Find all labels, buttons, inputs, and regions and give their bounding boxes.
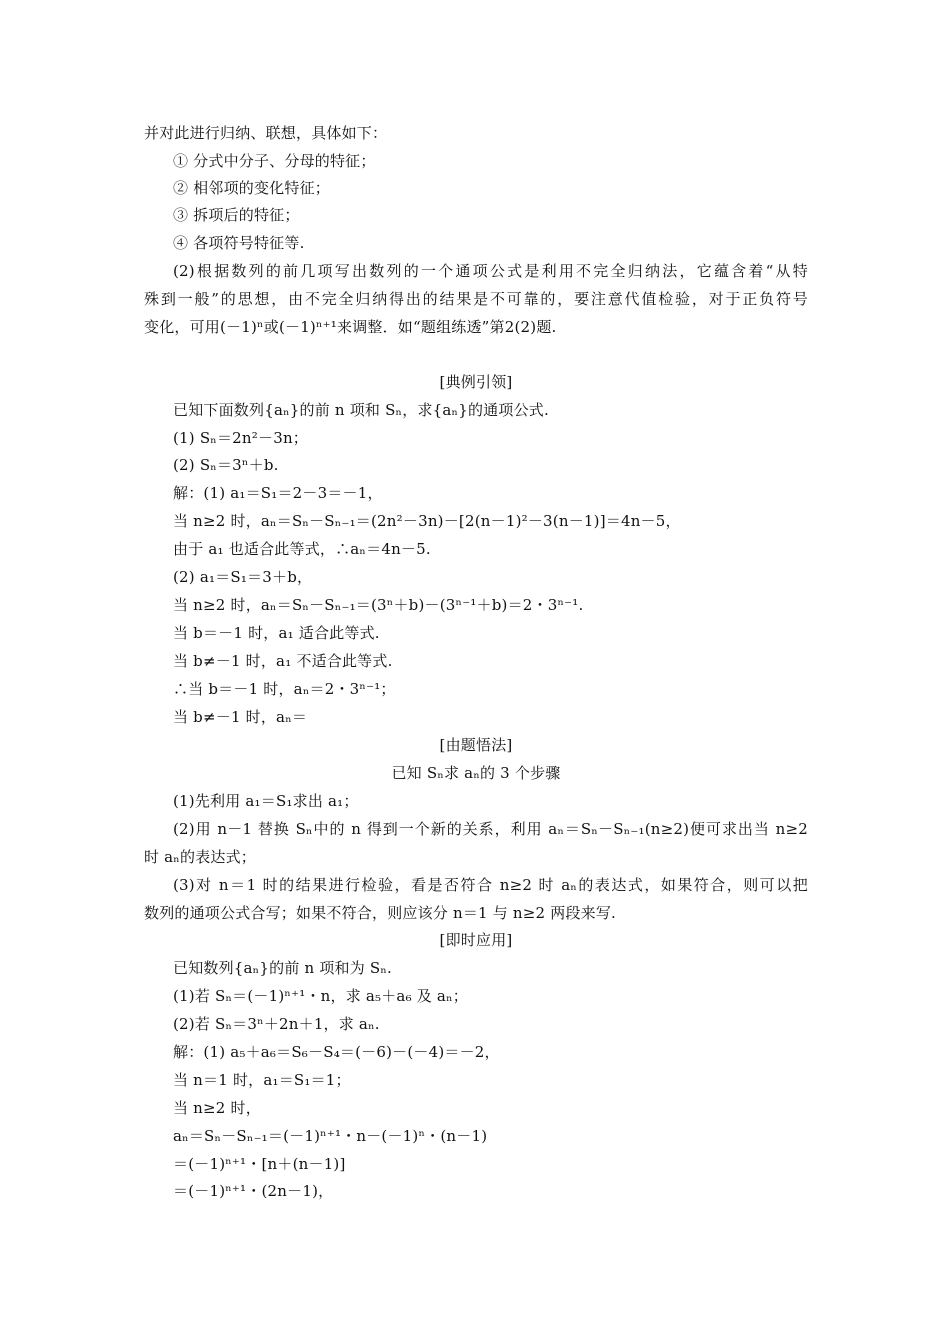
text-line: (1)先利用 a₁＝S₁求出 a₁； [173,792,359,810]
section-heading: [典例引领] [439,373,513,391]
text-line: ④ 各项符号特征等. [173,234,305,252]
text-line: 由于 a₁ 也适合此等式，∴aₙ＝4n－5. [173,540,431,558]
text-line: ＝(－1)ⁿ⁺¹・[n＋(n－1)] [173,1155,346,1173]
text-line: 当 b＝－1 时，a₁ 适合此等式. [173,624,380,642]
text-line: 时 aₙ的表达式； [144,848,257,866]
text-line: (2)若 Sₙ＝3ⁿ＋2n＋1，求 aₙ. [173,1015,380,1033]
text-line: 当 b≠－1 时，a₁ 不适合此等式. [173,652,393,670]
text-line: aₙ＝Sₙ－Sₙ₋₁＝(－1)ⁿ⁺¹・n－(－1)ⁿ・(n－1) [173,1127,488,1145]
text-line: 当 b≠－1 时，aₙ＝ [173,708,308,726]
text-line: 当 n≥2 时，aₙ＝Sₙ－Sₙ₋₁＝(3ⁿ＋b)－(3ⁿ⁻¹＋b)＝2・3ⁿ⁻¹. [173,596,584,614]
text-line: ＝(－1)ⁿ⁺¹・(2n－1)， [173,1182,334,1200]
text-line: 解：(1) a₁＝S₁＝2－3＝－1， [173,484,383,502]
text-line: 数列的通项公式合写；如果不符合，则应该分 n＝1 与 n≥2 两段来写. [144,904,617,922]
section-subheading: 已知 Sₙ求 aₙ的 3 个步骤 [391,764,561,782]
text-line: (2) Sₙ＝3ⁿ＋b. [173,456,279,474]
text-line: (2)根据数列的前几项写出数列的一个通项公式是利用不完全归纳法，它蕴含着“从特 [173,262,808,280]
section-heading: [由题悟法] [439,736,513,754]
text-line: 变化，可用(－1)ⁿ或(－1)ⁿ⁺¹来调整．如“题组练透”第2(2)题. [144,318,557,336]
section-heading: [即时应用] [439,931,513,949]
text-line: 并对此进行归纳、联想，具体如下： [144,124,388,142]
text-line: ∴当 b＝－1 时，aₙ＝2・3ⁿ⁻¹； [173,680,396,698]
text-line: 解：(1) a₅＋a₆＝S₆－S₄＝(－6)－(－4)＝－2， [173,1043,500,1061]
text-line: (1) Sₙ＝2n²－3n； [173,429,309,447]
text-line: (1)若 Sₙ＝(－1)ⁿ⁺¹・n，求 a₅＋a₆ 及 aₙ； [173,987,468,1005]
text-line: ② 相邻项的变化特征； [173,179,330,197]
text-line: 当 n≥2 时， [173,1099,261,1117]
text-line: ① 分式中分子、分母的特征； [173,152,376,170]
text-line: 殊到一般”的思想，由不完全归纳得出的结果是不可靠的，要注意代值检验，对于正负符号 [144,290,808,308]
text-line: (3)对 n＝1 时的结果进行检验，看是否符合 n≥2 时 aₙ的表达式，如果符合，则可以把 [173,876,808,894]
text-line: (2)用 n－1 替换 Sₙ中的 n 得到一个新的关系，利用 aₙ＝Sₙ－Sₙ₋₁(n≥2)便可求出当 n≥2 [173,820,808,838]
text-line: 当 n＝1 时，a₁＝S₁＝1； [173,1071,351,1089]
text-line: (2) a₁＝S₁＝3＋b， [173,568,313,586]
text-line: 当 n≥2 时，aₙ＝Sₙ－Sₙ₋₁＝(2n²－3n)－[2(n－1)²－3(n－1)]＝4n－5， [173,512,681,530]
text-line: 已知数列{aₙ}的前 n 项和为 Sₙ. [173,959,393,977]
text-line: 已知下面数列{aₙ}的前 n 项和 Sₙ，求{aₙ}的通项公式. [173,401,549,419]
text-line: ③ 拆项后的特征； [173,206,300,224]
